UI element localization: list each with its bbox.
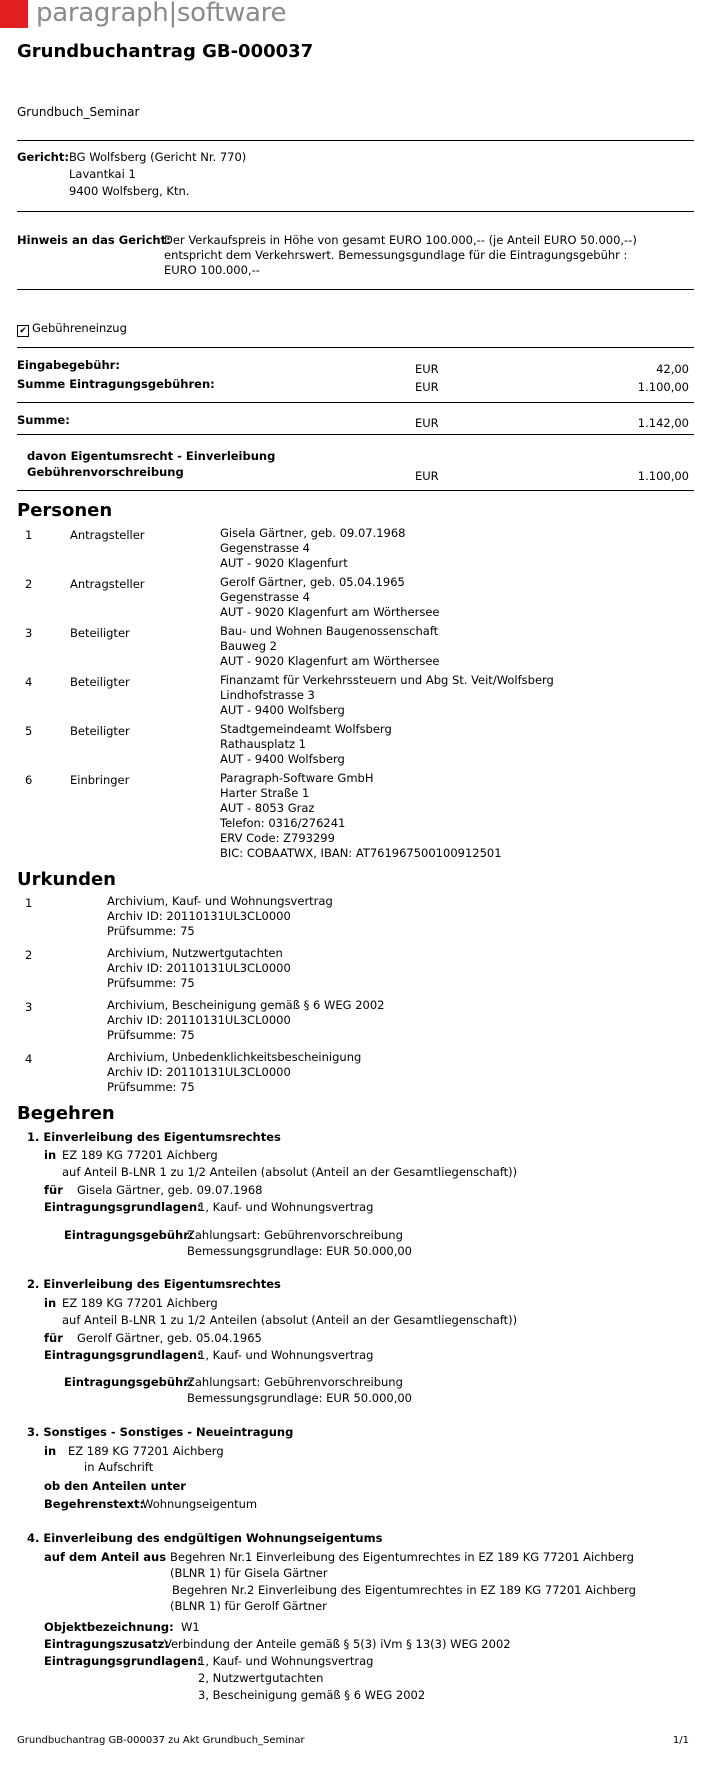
person-role: Antragsteller: [70, 528, 145, 542]
request-in-value: EZ 189 KG 77201 Aichberg: [68, 1444, 224, 1458]
request-basis-line: 3, Bescheinigung gemäß § 6 WEG 2002: [198, 1688, 426, 1702]
document-line: Prüfsumme: 75: [107, 976, 195, 990]
person-role: Beteiligter: [70, 724, 130, 738]
document-nr: 3: [25, 1000, 33, 1014]
document-line: Prüfsumme: 75: [107, 1028, 195, 1042]
person-role: Beteiligter: [70, 626, 130, 640]
fee-registration-label: Summe Eintragungsgebühren:: [17, 377, 215, 391]
fee-sum-label: Summe:: [17, 413, 70, 427]
request-fee-line: Bemessungsgrundlage: EUR 50.000,00: [187, 1244, 413, 1258]
person-role: Antragsteller: [70, 577, 145, 591]
document-line: Prüfsumme: 75: [107, 1080, 195, 1094]
requests-heading: Begehren: [17, 1103, 115, 1124]
request-basis-line: 2, Nutzwertgutachten: [198, 1671, 324, 1685]
person-nr: 3: [25, 626, 33, 640]
person-line: Gegenstrasse 4: [220, 541, 310, 555]
request-in-label: in: [44, 1296, 57, 1310]
request-fee-line: Zahlungsart: Gebührenvorschreibung: [187, 1375, 403, 1389]
request-for-value: Gisela Gärtner, geb. 09.07.1968: [77, 1183, 263, 1197]
request-in-label: in: [44, 1444, 57, 1458]
request-share-line: (BLNR 1) für Gisela Gärtner: [170, 1566, 328, 1580]
document-line: Archiv ID: 20110131UL3CL0000: [107, 1013, 291, 1027]
person-address: [220, 624, 439, 669]
request-for-value: Gerolf Gärtner, geb. 05.04.1965: [77, 1331, 262, 1345]
request-fee-line: Zahlungsart: Gebührenvorschreibung: [187, 1228, 403, 1242]
document-nr: 2: [25, 948, 33, 962]
fee-collection-label: Gebühreneinzug: [32, 321, 127, 335]
court-line: Lavantkai 1: [69, 167, 136, 181]
divider: [17, 211, 694, 212]
fee-of-which-line: Gebührenvorschreibung: [27, 465, 184, 479]
request-basis-label: Eintragungsgrundlagen:: [44, 1200, 202, 1214]
document-nr: 4: [25, 1052, 33, 1066]
divider: [17, 289, 694, 290]
document-nr: 1: [25, 896, 33, 910]
fee-collection: [17, 321, 127, 337]
person-line: AUT - 8053 Graz: [220, 801, 315, 815]
request-basis-value: 1, Kauf- und Wohnungsvertrag: [198, 1348, 374, 1362]
person-role: Einbringer: [70, 773, 130, 787]
person-line: Finanzamt für Verkehrssteuern und Abg St. Veit/Wolfsberg: [220, 673, 554, 687]
person-line: AUT - 9020 Klagenfurt: [220, 556, 348, 570]
fee-registration-amount: 1.100,00: [637, 380, 689, 394]
request-fee-line: Bemessungsgrundlage: EUR 50.000,00: [187, 1391, 413, 1405]
footer-text: Grundbuchantrag GB-000037 zu Akt Grundbuch_Seminar: [17, 1735, 305, 1746]
request-fee-label: Eintragungsgebühr:: [64, 1228, 194, 1242]
request-share-line: Begehren Nr.2 Einverleibung des Eigentumrechtes in EZ 189 KG 77201 Aichberg: [172, 1583, 636, 1597]
fee-collection-checkbox[interactable]: ✔: [17, 325, 29, 337]
person-line: AUT - 9020 Klagenfurt am Wörthersee: [220, 654, 440, 668]
document-line: Prüfsumme: 75: [107, 924, 195, 938]
person-line: Gerolf Gärtner, geb. 05.04.1965: [220, 575, 405, 589]
fee-sum-amount: 1.142,00: [637, 416, 689, 430]
request-for-label: für: [44, 1331, 63, 1345]
page-title: Grundbuchantrag GB-000037: [17, 41, 314, 62]
person-address: [220, 526, 406, 571]
request-title: 3. Sonstiges - Sonstiges - Neueintragung: [27, 1425, 294, 1439]
documents-heading: Urkunden: [17, 869, 116, 890]
person-line: BIC: COBAATWX, IBAN: AT761967500100912501: [220, 846, 502, 860]
request-fee-label: Eintragungsgebühr:: [64, 1375, 194, 1389]
request-share-label: auf dem Anteil aus: [44, 1550, 167, 1564]
fee-entry-amount: 42,00: [656, 362, 689, 376]
person-line: Paragraph-Software GmbH: [220, 771, 374, 785]
page-number: 1/1: [672, 1735, 689, 1746]
person-address: [220, 673, 554, 718]
note-line: EURO 100.000,--: [164, 263, 260, 277]
request-for-label: für: [44, 1183, 63, 1197]
person-line: Rathausplatz 1: [220, 737, 306, 751]
fee-sum-currency: EUR: [415, 416, 439, 430]
person-nr: 2: [25, 577, 33, 591]
request-title: 4. Einverleibung des endgültigen Wohnungseigentums: [27, 1531, 383, 1545]
divider: [17, 434, 694, 435]
request-basis-label: Eintragungsgrundlagen:: [44, 1348, 202, 1362]
person-line: Telefon: 0316/276241: [220, 816, 346, 830]
request-in-value: EZ 189 KG 77201 Aichberg: [62, 1296, 218, 1310]
document-line: Archivium, Unbedenklichkeitsbescheinigung: [107, 1050, 362, 1064]
request-text-label: Begehrenstext:: [44, 1497, 145, 1511]
fee-registration-currency: EUR: [415, 380, 439, 394]
request-addition-value: Verbindung der Anteile gemäß § 5(3) iVm § 13(3) WEG 2002: [164, 1637, 511, 1651]
document-line: Archiv ID: 20110131UL3CL0000: [107, 961, 291, 975]
person-nr: 4: [25, 675, 33, 689]
person-nr: 1: [25, 528, 33, 542]
request-basis-value: 1, Kauf- und Wohnungsvertrag: [198, 1200, 374, 1214]
request-share-line: Begehren Nr.1 Einverleibung des Eigentumrechtes in EZ 189 KG 77201 Aichberg: [170, 1550, 634, 1564]
request-title: 1. Einverleibung des Eigentumsrechtes: [27, 1130, 281, 1144]
person-line: Bau- und Wohnen Baugenossenschaft: [220, 624, 439, 638]
divider: [17, 347, 694, 348]
request-object-value: W1: [181, 1620, 200, 1634]
document-entry: [107, 894, 333, 939]
fee-entry-currency: EUR: [415, 362, 439, 376]
request-title: 2. Einverleibung des Eigentumsrechtes: [27, 1277, 281, 1291]
fee-of-which-line: davon Eigentumsrecht - Einverleibung: [27, 449, 276, 463]
divider: [17, 140, 694, 141]
person-role: Beteiligter: [70, 675, 130, 689]
logo-text: paragraph|software: [36, 0, 287, 28]
person-line: AUT - 9400 Wolfsberg: [220, 752, 345, 766]
persons-heading: Personen: [17, 500, 113, 521]
divider: [17, 490, 694, 491]
request-in-label: in: [44, 1148, 57, 1162]
fee-of-which-amount: 1.100,00: [637, 469, 689, 483]
note-label: Hinweis an das Gericht:: [17, 233, 171, 247]
person-line: Gisela Gärtner, geb. 09.07.1968: [220, 526, 406, 540]
court-label: Gericht:: [17, 150, 69, 164]
document-line: Archivium, Nutzwertgutachten: [107, 946, 283, 960]
person-nr: 5: [25, 724, 33, 738]
request-object-label: Objektbezeichnung:: [44, 1620, 174, 1634]
request-basis-label: Eintragungsgrundlagen:: [44, 1654, 202, 1668]
request-in-sub: in Aufschrift: [84, 1460, 154, 1474]
person-line: AUT - 9020 Klagenfurt am Wörthersee: [220, 605, 440, 619]
person-address: [220, 575, 439, 620]
request-share: auf Anteil B-LNR 1 zu 1/2 Anteilen (absolut (Anteil an der Gesamtliegenschaft)): [62, 1313, 518, 1327]
person-line: Bauweg 2: [220, 639, 277, 653]
request-text-value: Wohnungseigentum: [142, 1497, 258, 1511]
request-share: auf Anteil B-LNR 1 zu 1/2 Anteilen (absolut (Anteil an der Gesamtliegenschaft)): [62, 1165, 518, 1179]
person-address: [220, 771, 502, 861]
document-line: Archiv ID: 20110131UL3CL0000: [107, 909, 291, 923]
subtitle: Grundbuch_Seminar: [17, 105, 140, 119]
document-line: Archivium, Bescheinigung gemäß § 6 WEG 2002: [107, 998, 385, 1012]
logo-mark: [0, 0, 28, 28]
person-line: ERV Code: Z793299: [220, 831, 335, 845]
document-entry: [107, 1050, 361, 1095]
fee-of-which-currency: EUR: [415, 469, 439, 483]
document-entry: [107, 946, 291, 991]
document-line: Archivium, Kauf- und Wohnungsvertrag: [107, 894, 333, 908]
person-line: Harter Straße 1: [220, 786, 310, 800]
divider: [17, 402, 694, 403]
person-line: Stadtgemeindeamt Wolfsberg: [220, 722, 392, 736]
court-line: 9400 Wolfsberg, Ktn.: [69, 184, 190, 198]
request-basis-line: 1, Kauf- und Wohnungsvertrag: [198, 1654, 374, 1668]
document-line: Archiv ID: 20110131UL3CL0000: [107, 1065, 291, 1079]
document-entry: [107, 998, 384, 1043]
note-line: Der Verkaufspreis in Höhe von gesamt EURO 100.000,-- (je Anteil EURO 50.000,--): [164, 233, 637, 247]
court-line: BG Wolfsberg (Gericht Nr. 770): [69, 150, 247, 164]
request-shares-label: ob den Anteilen unter: [44, 1479, 186, 1493]
note-line: entspricht dem Verkehrswert. Bemessungsgundlage für die Eintragungsgebühr :: [164, 248, 628, 262]
person-line: Lindhofstrasse 3: [220, 688, 315, 702]
request-addition-label: Eintragungszusatz:: [44, 1637, 169, 1651]
person-address: [220, 722, 392, 767]
request-in-value: EZ 189 KG 77201 Aichberg: [62, 1148, 218, 1162]
person-nr: 6: [25, 773, 33, 787]
person-line: Gegenstrasse 4: [220, 590, 310, 604]
person-line: AUT - 9400 Wolfsberg: [220, 703, 345, 717]
fee-entry-label: Eingabegebühr:: [17, 358, 120, 372]
request-share-line: (BLNR 1) für Gerolf Gärtner: [170, 1599, 327, 1613]
